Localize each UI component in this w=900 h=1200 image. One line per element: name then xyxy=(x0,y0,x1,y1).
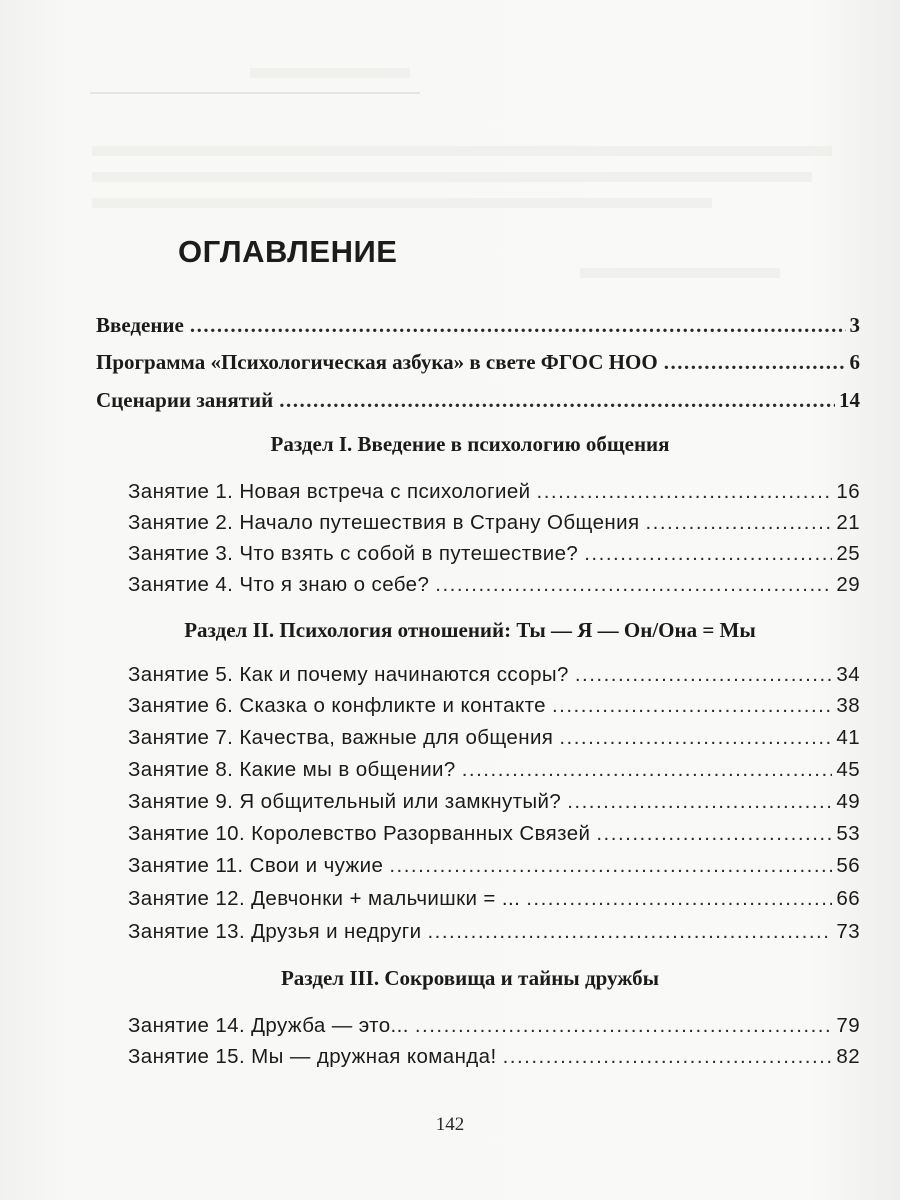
entry-page: 45 xyxy=(836,758,860,781)
entry-label: Сценарии занятий xyxy=(96,388,274,412)
entry-label: Занятие 6. Сказка о конфликте и контакте xyxy=(128,694,546,717)
toc-entry-lesson xyxy=(128,538,860,570)
entry-page: 38 xyxy=(836,694,860,717)
section-heading: Раздел II. Психология отношений: Ты — Я — Он/Она = Мы xyxy=(184,618,756,642)
entry-page: 29 xyxy=(836,573,860,596)
toc-entry-introduction xyxy=(96,309,860,341)
toc-entry-lesson xyxy=(128,818,860,850)
entry-page: 21 xyxy=(836,511,860,534)
toc-entry-lesson xyxy=(128,1041,860,1073)
entry-label: Занятие 3. Что взять с собой в путешествие? xyxy=(128,542,579,565)
show-through-line xyxy=(90,92,420,94)
dot-leader xyxy=(596,818,832,850)
entry-page: 66 xyxy=(836,887,860,910)
entry-page: 49 xyxy=(836,790,860,813)
entry-page: 25 xyxy=(836,542,860,565)
entry-label: Занятие 14. Дружба — это... xyxy=(128,1014,409,1037)
toc-entry-scenarios xyxy=(96,384,860,416)
dot-leader xyxy=(279,384,835,416)
toc-entry-program xyxy=(96,346,860,378)
entry-page: 14 xyxy=(839,388,860,412)
entry-page: 73 xyxy=(836,920,860,943)
dot-leader xyxy=(552,690,832,722)
entry-label: Занятие 15. Мы — дружная команда! xyxy=(128,1045,497,1068)
toc-entry-lesson xyxy=(128,476,860,508)
show-through-line xyxy=(92,146,832,156)
entry-page: 41 xyxy=(836,726,860,749)
dot-leader xyxy=(575,659,833,691)
entry-page: 3 xyxy=(849,313,860,337)
toc-entry-lesson xyxy=(128,1010,860,1042)
show-through-line xyxy=(250,68,410,78)
page-title: ОГЛАВЛЕНИЕ xyxy=(178,234,398,269)
entry-label: Введение xyxy=(96,313,184,337)
page-number: 142 xyxy=(435,1114,465,1135)
entry-label: Занятие 10. Королевство Разорванных Связей xyxy=(128,822,591,845)
entry-page: 16 xyxy=(836,480,860,503)
dot-leader xyxy=(559,722,832,754)
toc-entry-lesson xyxy=(128,507,860,539)
dot-leader xyxy=(537,476,833,508)
section-heading: Раздел I. Введение в психологию общения xyxy=(270,432,670,456)
entry-label: Занятие 5. Как и почему начинаются ссоры? xyxy=(128,663,569,686)
section-heading: Раздел III. Сокровища и тайны дружбы xyxy=(280,966,660,990)
entry-label: Занятие 4. Что я знаю о себе? xyxy=(128,573,430,596)
dot-leader xyxy=(567,786,832,818)
dot-leader xyxy=(415,1010,833,1042)
entry-page: 53 xyxy=(836,822,860,845)
entry-label: Программа «Психологическая азбука» в свете ФГОС НОО xyxy=(96,350,658,374)
dot-leader xyxy=(190,309,846,341)
dot-leader xyxy=(427,916,832,948)
entry-label: Занятие 2. Начало путешествия в Страну Общения xyxy=(128,511,640,534)
entry-label: Занятие 12. Девчонки + мальчишки = ... xyxy=(128,887,521,910)
toc-entry-lesson xyxy=(128,569,860,601)
entry-label: Занятие 7. Качества, важные для общения xyxy=(128,726,554,749)
entry-page: 56 xyxy=(836,854,860,877)
entry-label: Занятие 1. Новая встреча с психологией xyxy=(128,480,531,503)
show-through-line xyxy=(580,268,780,278)
show-through-line xyxy=(92,172,812,182)
entry-page: 82 xyxy=(836,1045,860,1068)
entry-label: Занятие 8. Какие мы в общении? xyxy=(128,758,456,781)
dot-leader xyxy=(526,883,832,915)
dot-leader xyxy=(664,346,846,378)
entry-label: Занятие 11. Свои и чужие xyxy=(128,854,384,877)
dot-leader xyxy=(435,569,832,601)
toc-entry-lesson xyxy=(128,916,860,948)
dot-leader xyxy=(503,1041,833,1073)
entry-page: 79 xyxy=(836,1014,860,1037)
show-through-line xyxy=(92,198,712,208)
entry-page: 6 xyxy=(849,350,860,374)
toc-entry-lesson xyxy=(128,786,860,818)
entry-label: Занятие 9. Я общительный или замкнутый? xyxy=(128,790,562,813)
toc-entry-lesson xyxy=(128,659,860,691)
dot-leader xyxy=(645,507,832,539)
entry-label: Занятие 13. Друзья и недруги xyxy=(128,920,422,943)
dot-leader xyxy=(389,850,832,882)
entry-page: 34 xyxy=(836,663,860,686)
dot-leader xyxy=(462,754,833,786)
toc-entry-lesson xyxy=(128,850,860,882)
dot-leader xyxy=(584,538,832,570)
toc-entry-lesson xyxy=(128,690,860,722)
toc-entry-lesson xyxy=(128,883,860,915)
toc-entry-lesson xyxy=(128,722,860,754)
toc-entry-lesson xyxy=(128,754,860,786)
